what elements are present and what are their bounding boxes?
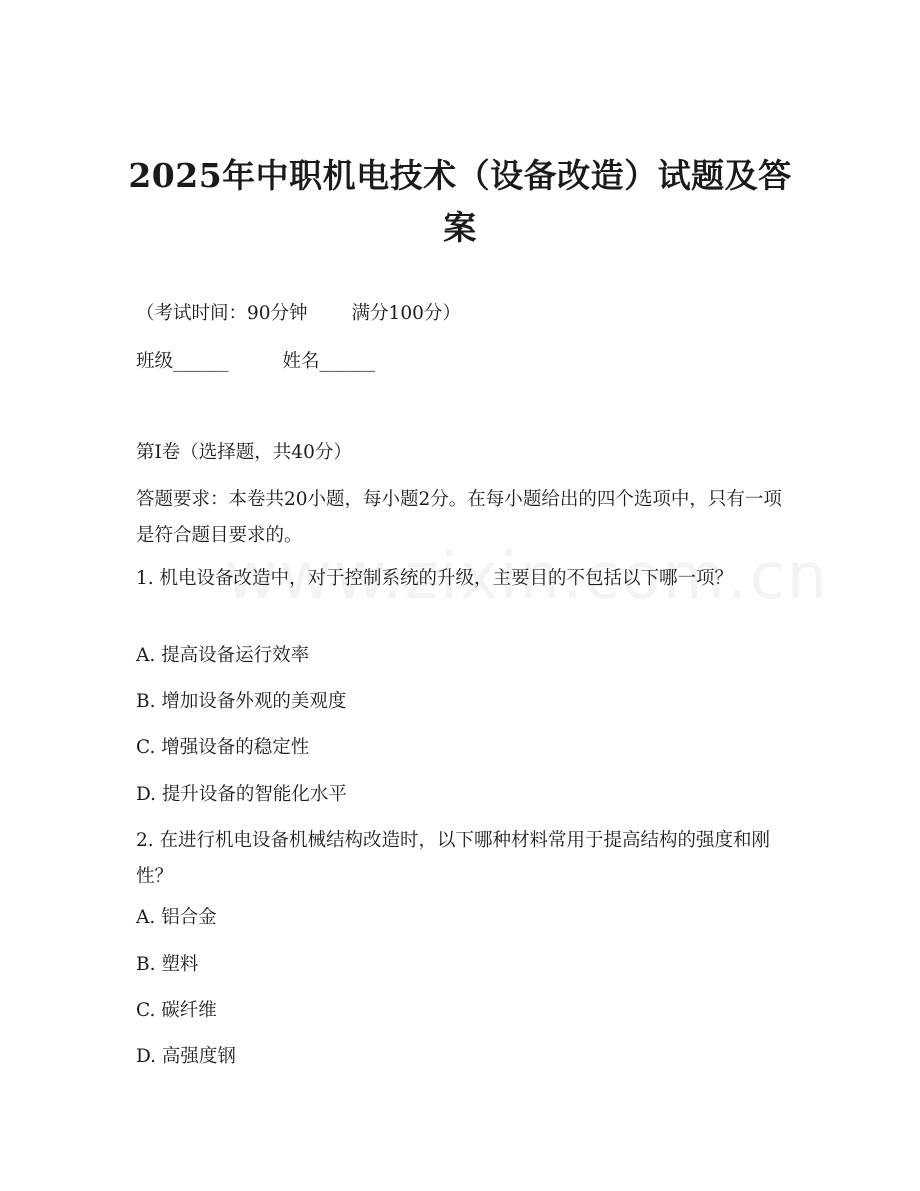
question-2-option-b: B. 塑料 bbox=[136, 954, 199, 975]
exam-time: （考试时间：90分钟 bbox=[136, 303, 308, 324]
question-1-stem: 1. 机电设备改造中，对于控制系统的升级，主要目的不包括以下哪一项？ bbox=[136, 568, 734, 589]
question-1-option-d: D. 提升设备的智能化水平 bbox=[136, 784, 347, 805]
instructions: 答题要求：本卷共20小题，每小题2分。在每小题给出的四个选项中，只有一项是符合题目要求的。 bbox=[136, 489, 782, 546]
document-title: 2025年中职机电技术（设备改造）试题及答案 bbox=[128, 156, 792, 247]
exam-full-score: 满分100分） bbox=[351, 303, 461, 324]
question-2-option-a: A. 铝合金 bbox=[136, 907, 217, 928]
name-field: 姓名______ bbox=[282, 351, 376, 372]
question-1-option-c: C. 增强设备的稳定性 bbox=[136, 737, 310, 758]
class-field: 班级______ bbox=[136, 351, 229, 372]
question-2-stem: 2. 在进行机电设备机械结构改造时，以下哪种材料常用于提高结构的强度和刚性？ bbox=[136, 830, 771, 887]
question-2-option-c: C. 碳纤维 bbox=[136, 1000, 217, 1021]
exam-info bbox=[136, 296, 461, 332]
question-2-option-d: D. 高强度钢 bbox=[136, 1046, 236, 1067]
section-heading: 第I卷（选择题，共40分） bbox=[136, 442, 352, 463]
question-1-option-b: B. 增加设备外观的美观度 bbox=[136, 691, 347, 712]
student-fields bbox=[136, 344, 375, 380]
question-1-option-a: A. 提高设备运行效率 bbox=[136, 645, 310, 666]
